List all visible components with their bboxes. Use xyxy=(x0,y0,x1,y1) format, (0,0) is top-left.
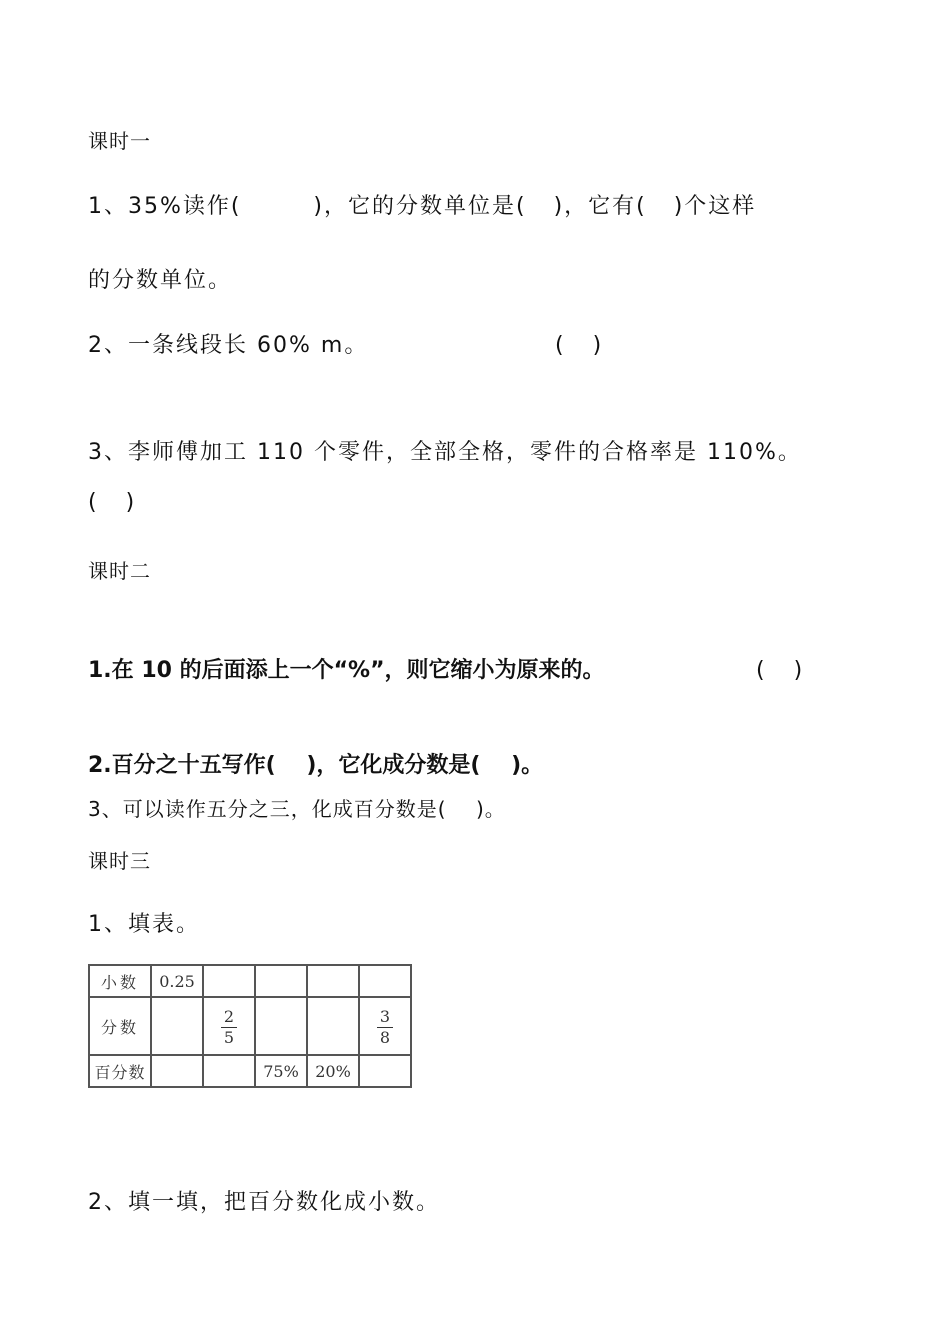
table-cell[interactable]: 20% xyxy=(307,1055,359,1087)
fraction-denominator: 8 xyxy=(379,1027,391,1047)
table-cell[interactable] xyxy=(255,997,307,1055)
table-cell[interactable] xyxy=(151,997,203,1055)
lesson2-q1-answer-paren: ( ) xyxy=(756,658,805,683)
lesson2-q1: 1.在 10 的后面添上一个“%”，则它缩小为原来的。 xyxy=(88,658,605,683)
conversion-table xyxy=(88,964,412,1088)
table-cell[interactable] xyxy=(255,965,307,997)
row-label-fraction: 分数 xyxy=(89,997,151,1055)
table-cell[interactable]: 75% xyxy=(255,1055,307,1087)
lesson3-q2: 2、填一填，把百分数化成小数。 xyxy=(88,1190,440,1215)
table-cell[interactable] xyxy=(359,1055,411,1087)
lesson1-q2-answer-paren: ( ) xyxy=(555,333,604,358)
lesson2-heading: 课时二 xyxy=(88,559,151,583)
lesson1-q3-answer-paren: ( ) xyxy=(88,490,137,515)
lesson3-q1: 1、填表。 xyxy=(88,912,200,937)
table-row-fraction xyxy=(89,997,411,1055)
row-label-decimal: 小数 xyxy=(89,965,151,997)
lesson1-q1-line1: 1、35%读作( )，它的分数单位是( )，它有( )个这样 xyxy=(88,194,757,219)
fraction-numerator: 2 xyxy=(221,1009,237,1028)
lesson1-q2: 2、一条线段长 60% m。 xyxy=(88,333,369,358)
table-cell[interactable] xyxy=(307,965,359,997)
table-row-percent xyxy=(89,1055,411,1087)
fraction-two-fifths xyxy=(221,1006,237,1047)
lesson1-q3-line1: 3、李师傅加工 110 个零件，全部全格，零件的合格率是 110%。 xyxy=(88,440,802,465)
lesson1-q1-line2: 的分数单位。 xyxy=(88,268,233,293)
table-cell-fraction[interactable] xyxy=(359,997,411,1055)
lesson1-heading: 课时一 xyxy=(88,129,151,153)
fraction-numerator: 3 xyxy=(377,1009,393,1028)
fraction-three-eighths xyxy=(377,1006,393,1047)
table-cell[interactable] xyxy=(203,1055,255,1087)
row-label-percent: 百分数 xyxy=(89,1055,151,1087)
fraction-denominator: 5 xyxy=(223,1027,235,1047)
table-cell[interactable]: 0.25 xyxy=(151,965,203,997)
lesson3-heading: 课时三 xyxy=(88,849,151,873)
table-cell[interactable] xyxy=(359,965,411,997)
table-cell-fraction[interactable] xyxy=(203,997,255,1055)
table-row-decimal xyxy=(89,965,411,997)
table-cell[interactable] xyxy=(203,965,255,997)
table-cell[interactable] xyxy=(151,1055,203,1087)
lesson2-q3: 3、可以读作五分之三，化成百分数是( )。 xyxy=(88,797,506,821)
lesson2-q2: 2.百分之十五写作( )，它化成分数是( )。 xyxy=(88,753,544,778)
table-cell[interactable] xyxy=(307,997,359,1055)
